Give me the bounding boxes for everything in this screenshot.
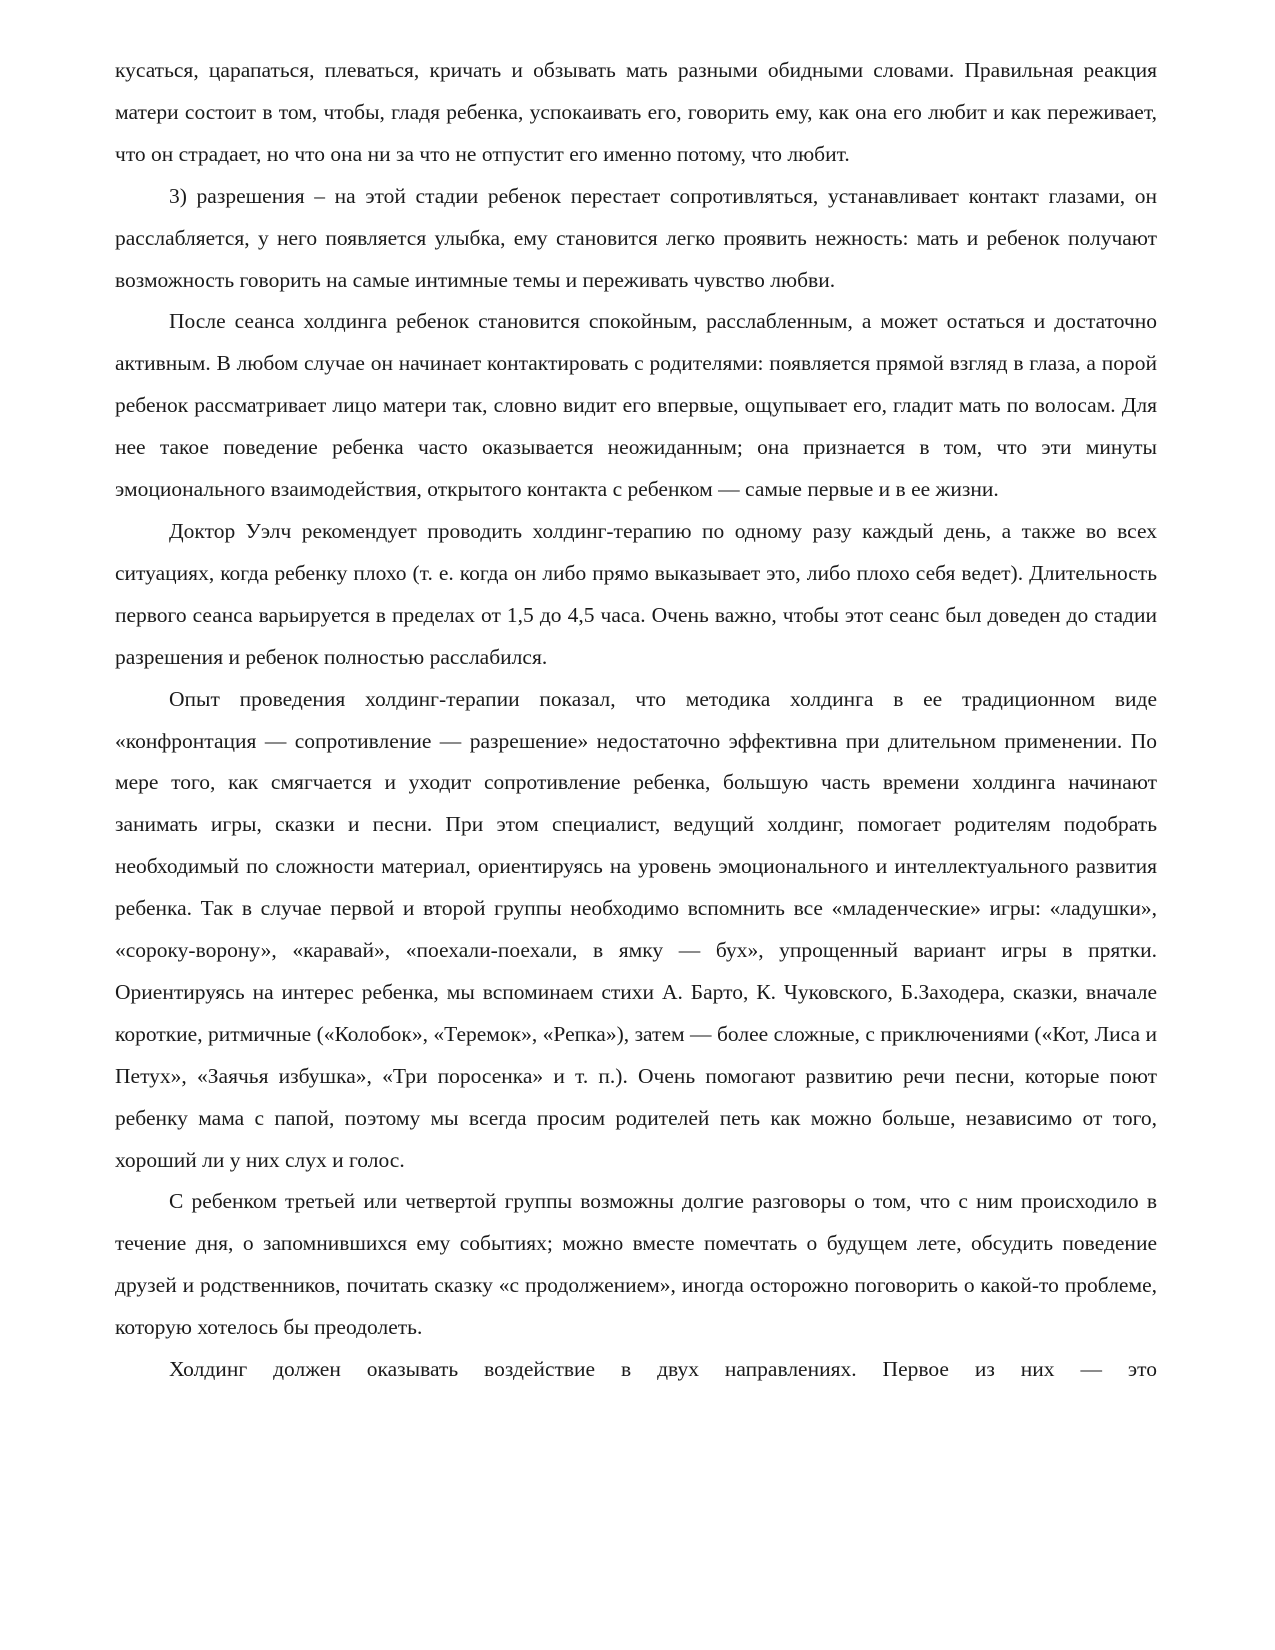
paragraph-welch-recommendation: Доктор Уэлч рекомендует проводить холдинг-терапию по одному разу каждый день, а также во всех ситуациях, когда ребенку плохо (т. е. когда он либо прямо выказывает это, либо плохо себя ведет). Длительность первого сеанса варьируется в пределах от 1,5 до 4,5 часа. Очень важно, чтобы этот сеанс был доведен до стадии разрешения и ребенок полностью расслабился. bbox=[115, 518, 1157, 669]
body-text bbox=[115, 50, 1157, 1391]
paragraph-two-directions: Холдинг должен оказывать воздействие в двух направлениях. Первое из них — это bbox=[169, 1357, 1157, 1382]
paragraph-third-fourth-group: С ребенком третьей или четвертой группы возможны долгие разговоры о том, что с ним происходило в течение дня, о запомнившихся ему событиях; можно вместе помечтать о будущем лете, обсудить поведение друзей и родственников, почитать сказку «с продолжением», иногда осторожно поговорить о какой-то проблеме, которую хотелось бы преодолеть. bbox=[115, 1189, 1157, 1340]
paragraph-holding-experience: Опыт проведения холдинг-терапии показал, что методика холдинга в ее традиционном виде «конфронтация — сопротивление — разрешение» недостаточно эффективна при длительном применении. По мере того, как смягчается и уходит сопротивление ребенка, большую часть времени холдинга начинают занимать игры, сказки и песни. При этом специалист, ведущий холдинг, помогает родителям подобрать необходимый по сложности материал, ориентируясь на уровень эмоционального и интеллектуального развития ребенка. Так в случае первой и второй группы необходимо вспомнить все «младенческие» игры: «ладушки», «сороку-ворону», «каравай», «поехали-поехали, в ямку — бух», упрощенный вариант игры в прятки. Ориентируясь на интерес ребенка, мы вспоминаем стихи А. Барто, К. Чуковского, Б.Заходера, сказки, вначале короткие, ритмичные («Колобок», «Теремок», «Репка»), затем — более сложные, с приключениями («Кот, Лиса и Петух», «Заячья избушка», «Три поросенка» и т. п.). Очень помогают развитию речи песни, которые поют ребенку мама с папой, поэтому мы всегда просим родителей петь как можно больше, независимо от того, хороший ли у них слух и голос. bbox=[115, 686, 1157, 1172]
paragraph-resolution-stage: 3) разрешения – на этой стадии ребенок перестает сопротивляться, устанавливает контакт глазами, он расслабляется, у него появляется улыбка, ему становится легко проявить нежность: мать и ребенок получают возможность говорить на самые интимные темы и переживать чувство любви. bbox=[115, 183, 1157, 292]
paragraph-after-session: После сеанса холдинга ребенок становится спокойным, расслабленным, а может остаться и достаточно активным. В любом случае он начинает контактировать с родителями: появляется прямой взгляд в глаза, а порой ребенок рассматривает лицо матери так, словно видит его впервые, ощупывает его, гладит мать по волосам. Для нее такое поведение ребенка часто оказывается неожиданным; она признается в том, что эти минуты эмоционального взаимодействия, открытого контакта с ребенком — самые первые и в ее жизни. bbox=[115, 309, 1157, 502]
paragraph-continuation: кусаться, царапаться, плеваться, кричать и обзывать мать разными обидными словами. Правильная реакция матери состоит в том, чтобы, гладя ребенка, успокаивать его, говорить ему, как она его любит и как переживает, что он страдает, но что она ни за что не отпустит его именно потому, что любит. bbox=[115, 58, 1157, 166]
